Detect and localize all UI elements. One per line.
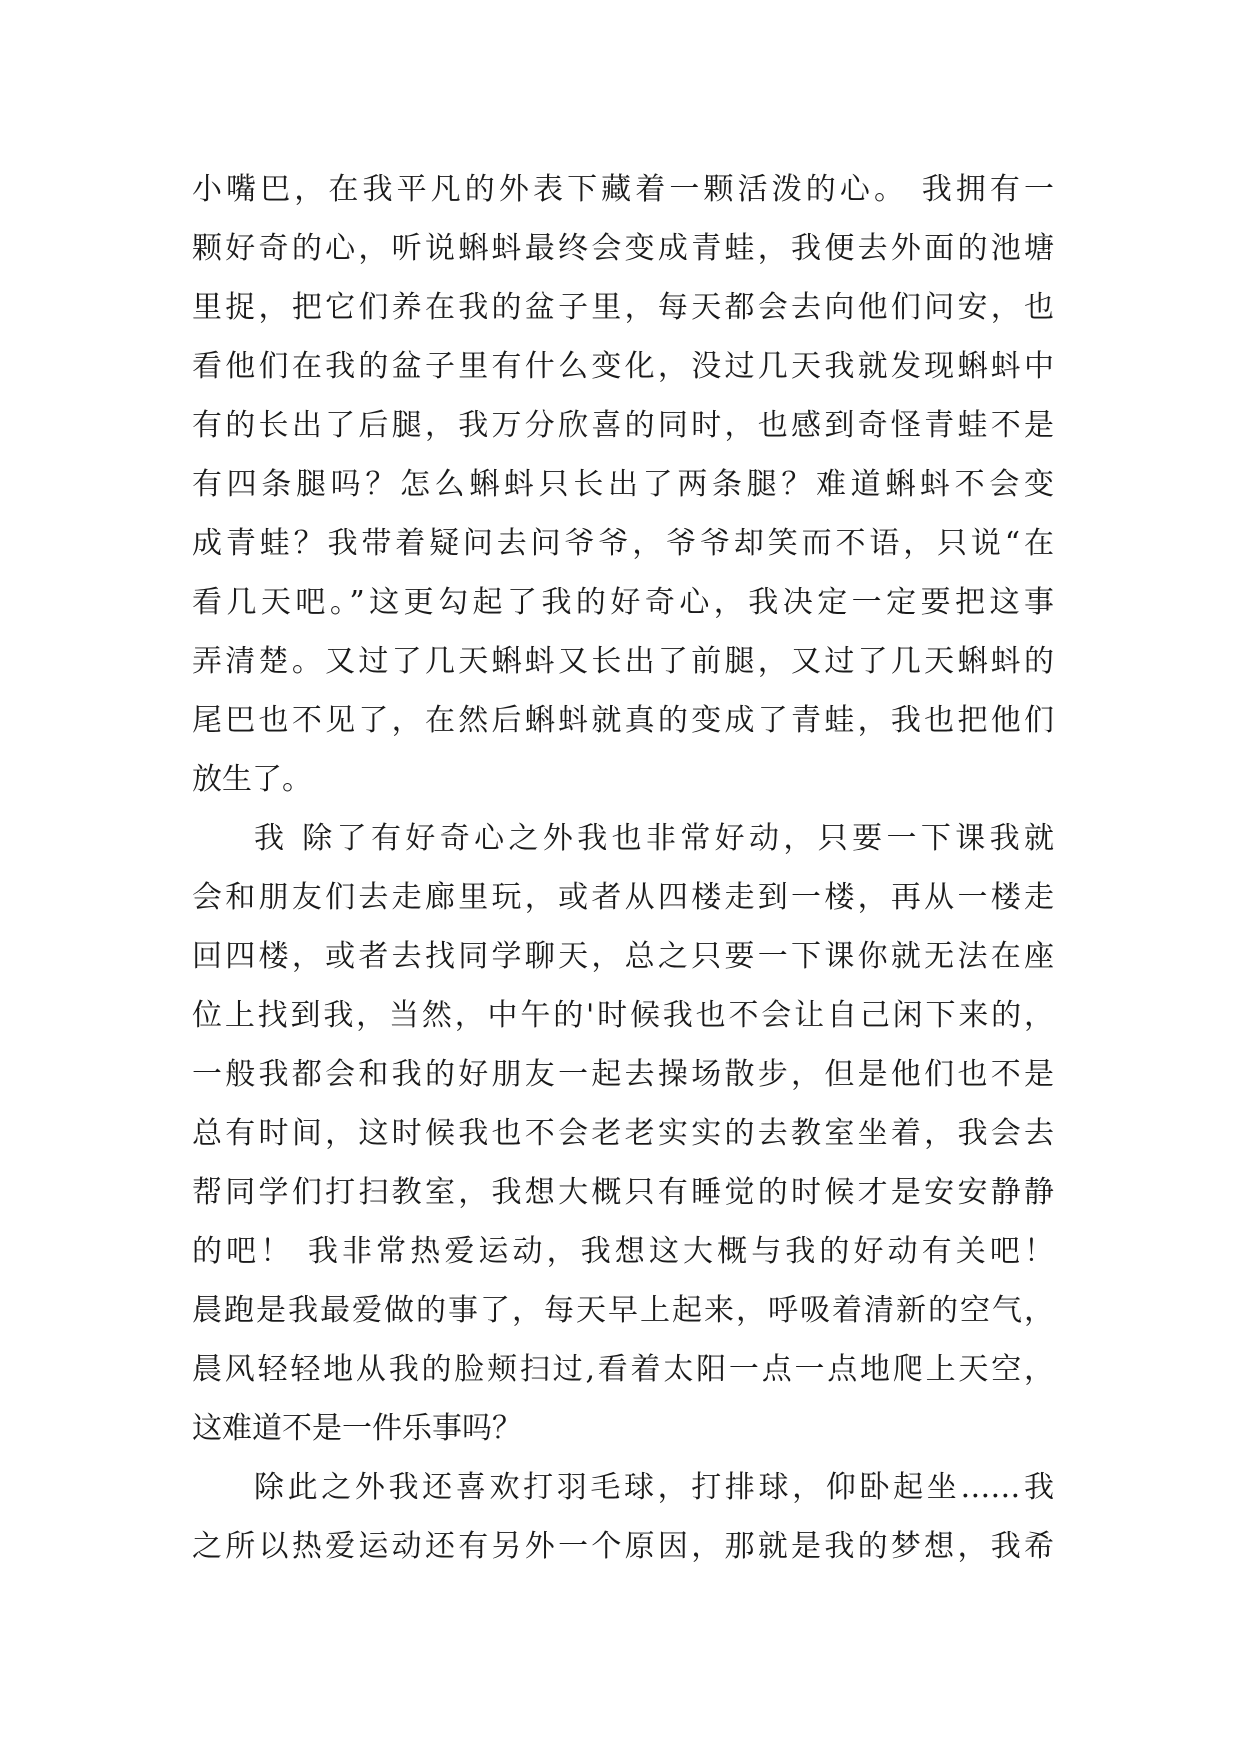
- text-line: 之所以热爱运动还有另外一个原因，那就是我的梦想，我希: [192, 1529, 1054, 1564]
- text-line: 颗好奇的心，听说蝌蚪最终会变成青蛙，我便去外面的池塘: [192, 231, 1054, 266]
- text-line: 放生了。: [192, 762, 312, 797]
- text-line: 有四条腿吗？怎么蝌蚪只长出了两条腿？难道蝌蚪不会变: [192, 467, 1054, 502]
- text-line: 看几天吧。”这更勾起了我的好奇心，我决定一定要把这事: [192, 585, 1054, 620]
- text-line: 总有时间，这时候我也不会老老实实的去教室坐着，我会去: [192, 1116, 1054, 1151]
- text-line: 的吧！ 我非常热爱运动，我想这大概与我的好动有关吧！: [192, 1234, 1054, 1269]
- text-line: 看他们在我的盆子里有什么变化，没过几天我就发现蝌蚪中: [192, 349, 1054, 384]
- document-body: [192, 160, 1054, 1576]
- text-line: 回四楼，或者去找同学聊天，总之只要一下课你就无法在座: [192, 939, 1054, 974]
- text-line: 成青蛙？我带着疑问去问爷爷，爷爷却笑而不语，只说“在: [192, 526, 1054, 561]
- text-line: 帮同学们打扫教室，我想大概只有睡觉的时候才是安安静静: [192, 1175, 1054, 1210]
- text-line: 有的长出了后腿，我万分欣喜的同时，也感到奇怪青蛙不是: [192, 408, 1054, 443]
- text-line: 除此之外我还喜欢打羽毛球，打排球，仰卧起坐……我: [254, 1470, 1054, 1505]
- text-line: 会和朋友们去走廊里玩，或者从四楼走到一楼，再从一楼走: [192, 880, 1054, 915]
- text-line: 弄清楚。又过了几天蝌蚪又长出了前腿，又过了几天蝌蚪的: [192, 644, 1054, 679]
- text-line: 我 除了有好奇心之外我也非常好动，只要一下课我就: [254, 821, 1054, 856]
- text-line: 位上找到我，当然，中午的'时候我也不会让自己闲下来的，: [192, 998, 1054, 1033]
- text-line: 一般我都会和我的好朋友一起去操场散步，但是他们也不是: [192, 1057, 1054, 1092]
- text-line: 这难道不是一件乐事吗？: [192, 1411, 522, 1446]
- text-line: 尾巴也不见了，在然后蝌蚪就真的变成了青蛙，我也把他们: [192, 703, 1054, 738]
- text-line: 小嘴巴，在我平凡的外表下藏着一颗活泼的心。 我拥有一: [192, 172, 1054, 207]
- text-line: 里捉，把它们养在我的盆子里，每天都会去向他们问安，也: [192, 290, 1054, 325]
- text-line: 晨跑是我最爱做的事了，每天早上起来，呼吸着清新的空气，: [192, 1293, 1054, 1328]
- text-line: 晨风轻轻地从我的脸颊扫过,看着太阳一点一点地爬上天空，: [192, 1352, 1054, 1387]
